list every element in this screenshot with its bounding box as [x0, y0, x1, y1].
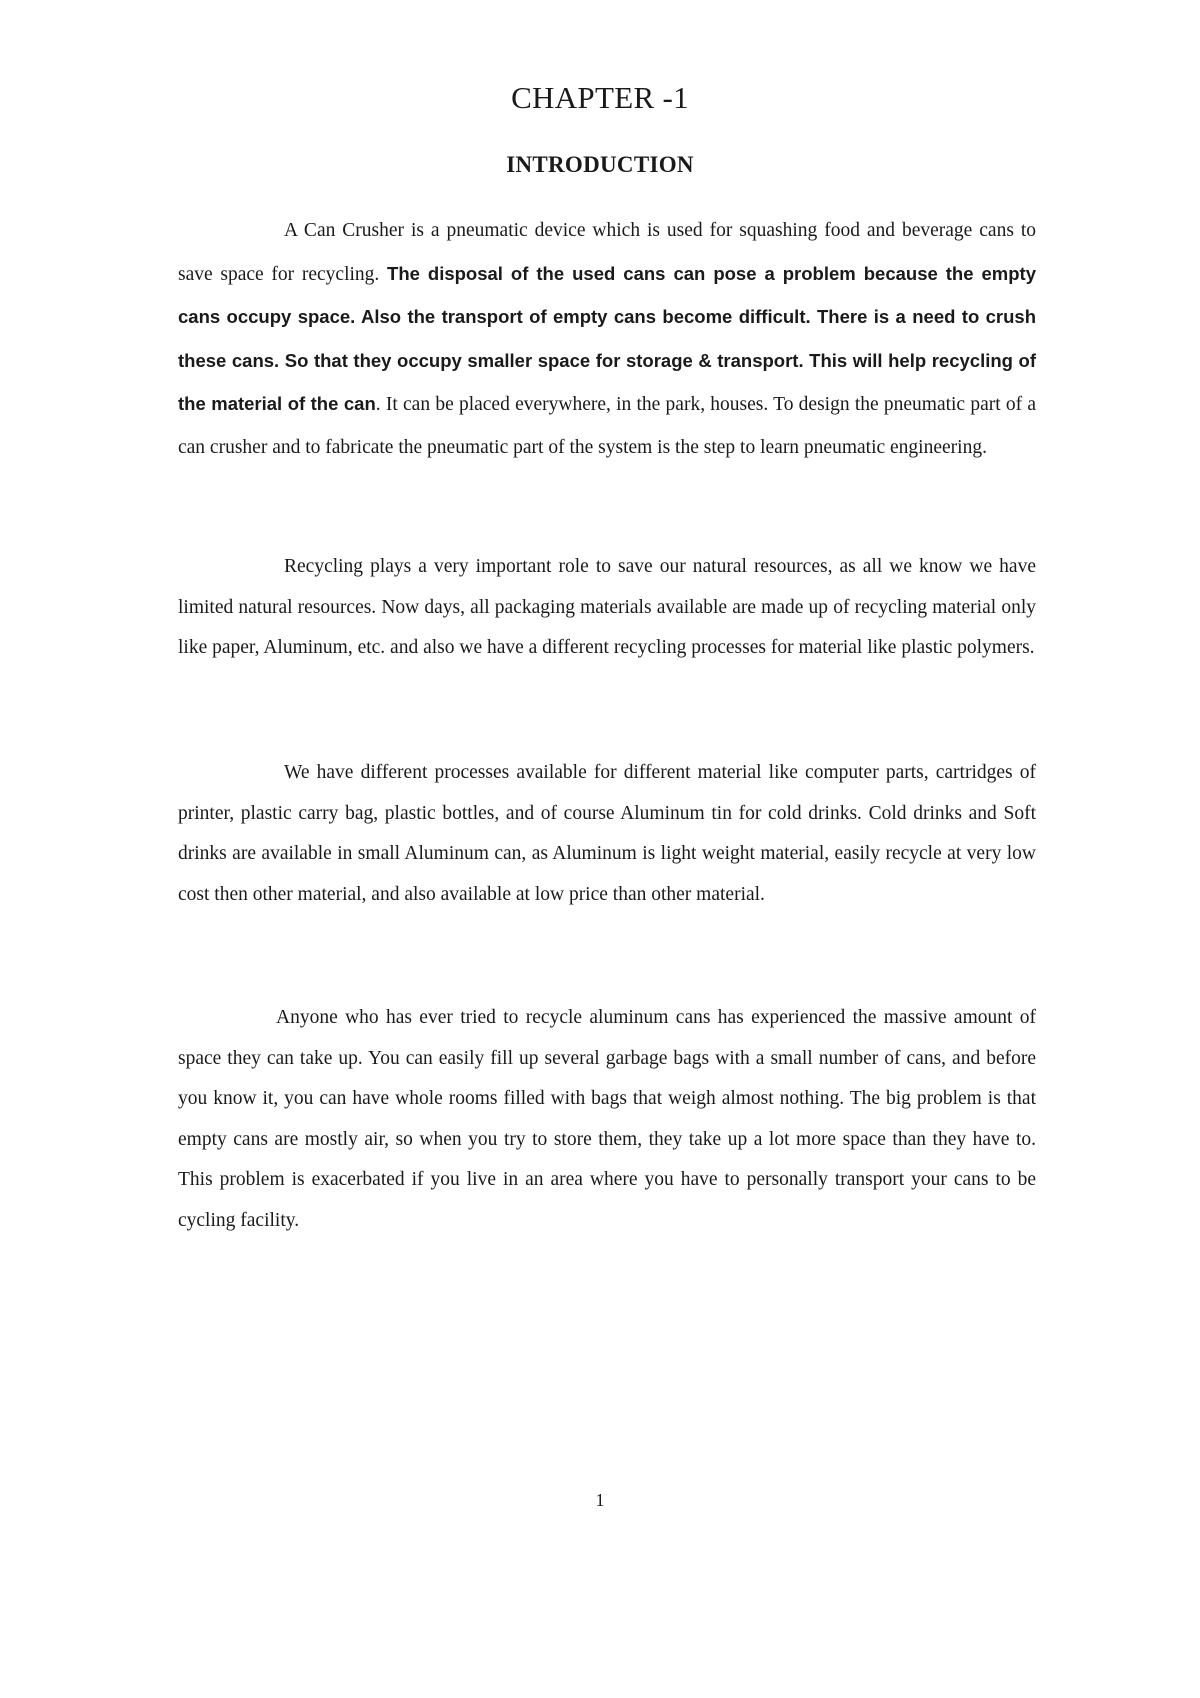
- paragraph-4: [178, 998, 1036, 1241]
- page-number: 1: [595, 1490, 605, 1510]
- paragraph-1: [178, 210, 1036, 470]
- paragraph-1-bold: The disposal of the used cans can pose a problem because the empty cans occupy space. Also the transport of empty cans become difficult. There is a need to crush these cans. So that they occupy smaller space for storage & transport. This will help recycling of the material of the can: [178, 262, 1036, 415]
- paragraph-3: [178, 753, 1036, 915]
- paragraph-2-text: Recycling plays a very important role to save our natural resources, as all we know we have limited natural resources. Now days, all packaging materials available are made up of recycling material only like paper, Aluminum, etc. and also we have a different recycling processes for material like plastic polymers.: [178, 556, 1036, 658]
- section-title: INTRODUCTION: [506, 152, 694, 177]
- paragraph-2: [178, 547, 1036, 669]
- chapter-title: CHAPTER -1: [511, 80, 689, 115]
- paragraph-3-text: We have different processes available for different material like computer parts, cartridges of printer, plastic carry bag, plastic bottles, and of course Aluminum tin for cold drinks. Cold drinks and Soft drinks are available in small Aluminum can, as Aluminum is light weight material, easily recycle at very low cost then other material, and also available at low price than other material.: [178, 762, 1036, 905]
- paragraph-4-text: Anyone who has ever tried to recycle aluminum cans has experienced the massive amount of space they can take up. You can easily fill up several garbage bags with a small number of cans, and before you know it, you can have whole rooms filled with bags that weigh almost nothing. The big problem is that empty cans are mostly air, so when you try to store them, they take up a lot more space than they have to. This problem is exacerbated if you live in an area where you have to personally transport your cans to be cycling facility.: [178, 1007, 1036, 1231]
- paragraph-1-tail: . It can be placed everywhere, in the park, houses. To design the pneumatic part of a can crusher and to fabricate the pneumatic part of the system is the step to learn pneumatic engineering.: [178, 394, 1036, 458]
- paragraph-1-lead: A Can Crusher is a pneumatic device which is used for squashing food and beverage cans to save space for recycling.: [178, 220, 1036, 285]
